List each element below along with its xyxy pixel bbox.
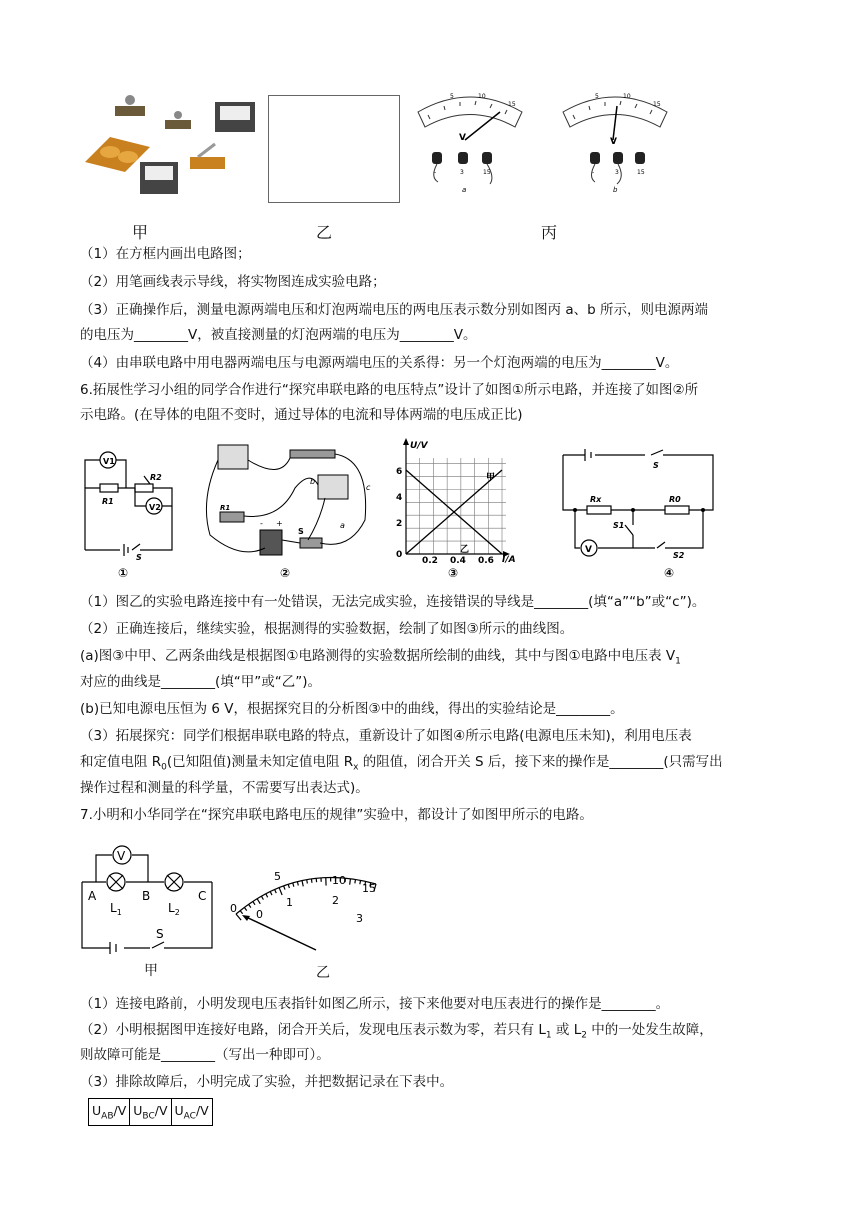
q6-a-sub: 1 <box>675 656 681 667</box>
meter-b-caption: b <box>613 186 618 194</box>
q5-line-3: （3）正确操作后，测量电源两端电压和灯泡两端电压的两电压表示数分别如图丙 a、b 所示，则电源两端 <box>80 302 709 318</box>
meter-b-tick: 15 <box>653 101 661 108</box>
fig6-label-1: ① <box>118 566 129 580</box>
c1-s: S <box>136 553 142 560</box>
meter-tick-mark <box>360 880 361 884</box>
m7-top-15: 15 <box>362 882 376 895</box>
c7-a: A <box>88 889 97 903</box>
q6-sub-3-1: （3）拓展探究：同学们根据串联电路的特点，重新设计了如图④所示电路(电源电压未知)，利用电压表 <box>80 728 692 744</box>
meter-b-tick: 10 <box>623 93 631 100</box>
fig6-label-3: ③ <box>448 566 459 580</box>
fig7-circuit-jia <box>80 840 220 958</box>
graph-origin: 0 <box>396 550 403 560</box>
meter-b-terminal: 15 <box>637 169 645 176</box>
meter-a-symbol: V <box>459 133 466 143</box>
meter-tick-mark <box>293 883 294 887</box>
c2-wire-b: b <box>310 477 316 486</box>
c4-s2: S2 <box>673 551 685 560</box>
meter-tick-mark <box>284 886 285 890</box>
meter-b-terminal: - <box>592 169 595 176</box>
meter-tick-mark <box>307 880 308 884</box>
table-header-cell: $U_{AC}/V$ <box>171 1099 212 1126</box>
c4-r0: R0 <box>669 495 681 504</box>
q6-intro-1: 6.拓展性学习小组的同学合作进行“探究串联电路的电压特点”设计了如图①所示电路，并连接了如图②所 <box>80 382 699 398</box>
c1-r1: R1 <box>102 497 114 506</box>
meter-a-terminal: 15 <box>483 169 491 176</box>
meter-tick-mark <box>275 889 277 893</box>
meter-b-symbol: V <box>610 137 617 147</box>
q5-line-2: （2）用笔画线表示导线，将实物图连成实验电路； <box>80 274 386 290</box>
q7-2-sub-2: 2 <box>581 1030 587 1041</box>
q7-2-part-b: 或 L <box>551 1022 582 1038</box>
c2-s: S <box>298 527 304 536</box>
q6-sub-a-1 <box>80 646 681 672</box>
m7-bot-3: 3 <box>356 912 363 925</box>
q7-sub-2 <box>80 1020 713 1046</box>
q7-2-part-c: 中的一处发生故障， <box>586 1022 713 1038</box>
meter-a-tick: 5 <box>450 93 454 100</box>
graph-ylabel: U/V <box>410 441 428 451</box>
c1-r2: R2 <box>150 473 162 482</box>
fig7-label-yi: 乙 <box>316 965 330 981</box>
fig7-label-jia: 甲 <box>144 963 158 979</box>
meter-b-terminal: 3 <box>615 169 619 176</box>
q6-sub-2: （2）正确连接后，继续实验，根据测得的实验数据，绘制了如图③所示的曲线图。 <box>80 621 574 637</box>
q6-3-sub-r0: 0 <box>161 762 167 773</box>
meter-tick-mark <box>311 879 312 883</box>
fig5-voltmeter-b <box>555 82 675 197</box>
m7-top-10: 10 <box>332 874 346 887</box>
c4-rx: Rx <box>590 495 602 504</box>
meter-tick-mark <box>270 892 272 896</box>
table-header-cell: $U_{BC}/V$ <box>130 1099 171 1126</box>
meter-tick-mark <box>261 896 263 899</box>
meter-a-caption: a <box>462 186 467 194</box>
meter-a-needle <box>465 112 500 140</box>
c2-r1: R1 <box>220 504 231 512</box>
q5-line-1: （1）在方框内画出电路图； <box>80 246 251 262</box>
meter-a-terminal: 3 <box>460 169 464 176</box>
meter-tick-mark <box>253 901 255 904</box>
q6-3-part-c: 的阻值，闭合开关 S 后，接下来的操作是________(只需写出 <box>358 754 723 770</box>
m7-bot-2: 2 <box>332 894 339 907</box>
meter-tick-mark <box>240 911 242 914</box>
q7-sub-3: （3）排除故障后，小明完成了实验，并把数据记录在下表中。 <box>80 1074 454 1090</box>
c2-term-plus: + <box>276 519 283 528</box>
m7-bot-0: 0 <box>256 908 263 921</box>
graph-curve-jia: 甲 <box>486 473 496 483</box>
meter-tick-mark <box>302 881 303 887</box>
graph-xtick: 0.6 <box>478 556 494 566</box>
meter-tick-mark <box>350 879 351 885</box>
meter-b-needle <box>613 106 617 140</box>
fig5-blank-box <box>268 95 400 203</box>
q6-sub-3-2 <box>80 752 723 778</box>
c4-s1: S1 <box>613 521 625 530</box>
graph-xlabel: I/A <box>502 555 516 565</box>
fig5-label-bing: 丙 <box>541 223 558 242</box>
graph-ytick: 6 <box>396 467 403 477</box>
table-header-cell: $U_{AB}/V$ <box>89 1099 130 1126</box>
c1-v2: V2 <box>149 503 161 512</box>
c2-wire-c: c <box>366 483 371 492</box>
fig6-graph-3 <box>388 436 518 566</box>
m7-bot-1: 1 <box>286 896 293 909</box>
q5-line-5: （4）由串联电路中用电器两端电压与电源两端电压的关系得：另一个灯泡两端的电压为________V。 <box>80 355 679 371</box>
c7-l2: $L_2$ <box>168 901 180 917</box>
m7-top-0: 0 <box>230 902 237 915</box>
meter-a-tick: 10 <box>478 93 486 100</box>
meter-tick-mark <box>288 884 289 888</box>
fig6-circuit-4 <box>555 440 720 560</box>
meter-needle <box>244 916 316 950</box>
c4-v: V <box>585 545 592 555</box>
c4-s: S <box>653 461 659 470</box>
q7-data-table <box>88 1098 213 1126</box>
m7-top-5: 5 <box>274 870 281 883</box>
c1-v1: V1 <box>103 457 115 466</box>
graph-xtick: 0.2 <box>422 556 438 566</box>
c7-c: C <box>198 889 207 903</box>
graph-ytick: 4 <box>396 493 403 503</box>
q5-line-4: 的电压为________V，被直接测量的灯泡两端的电压为________V。 <box>80 327 477 343</box>
fig5-apparatus-photo <box>80 92 265 202</box>
meter-tick-mark <box>249 904 251 907</box>
q6-a-text: (a)图③中甲、乙两条曲线是根据图①电路测得的实验数据所绘制的曲线，其中与图①电路中电压表 V <box>80 648 676 664</box>
c2-wire-a: a <box>340 521 345 530</box>
q7-2-sub-1: 1 <box>545 1030 552 1041</box>
q6-3-part-b: (已知阻值)测量未知定值电阻 R <box>166 754 354 770</box>
meter-a-terminal: - <box>434 169 437 176</box>
q6-sub-a-2: 对应的曲线是________(填“甲”或“乙”)。 <box>80 674 322 690</box>
meter-a-tick: 15 <box>508 101 516 108</box>
c7-l1: $L_1$ <box>110 901 122 917</box>
c7-s: S <box>156 927 164 941</box>
meter-tick-mark <box>244 907 246 910</box>
meter-tick-mark <box>257 899 260 904</box>
meter-b-tick: 5 <box>595 93 599 100</box>
graph-ytick: 2 <box>396 519 403 529</box>
fig5-label-jia: 甲 <box>132 223 149 242</box>
fig6-circuit-2 <box>200 440 378 565</box>
fig6-label-4: ④ <box>664 566 675 580</box>
c7-b: B <box>142 889 151 903</box>
q6-3-sub-rx: x <box>353 762 359 773</box>
table-header-row <box>89 1099 213 1126</box>
q7-sub-2-line-2: 则故障可能是________（写出一种即可）。 <box>80 1047 330 1063</box>
q7-intro: 7.小明和小华同学在“探究串联电路电压的规律”实验中，都设计了如图甲所示的电路。 <box>80 807 593 823</box>
meter-tick-mark <box>297 882 298 886</box>
fig5-voltmeter-a <box>410 82 530 197</box>
graph-xtick: 0.4 <box>450 556 466 566</box>
fig7-meter-yi <box>228 862 378 962</box>
q7-2-part-a: （2）小明根据图甲连接好电路，闭合开关后，发现电压表示数为零，若只有 L <box>80 1022 546 1038</box>
q6-intro-2: 示电路。(在导体的电阻不变时，通过导体的电流和导体两端的电压成正比) <box>80 407 523 423</box>
q7-sub-1: （1）连接电路前，小明发现电压表指针如图乙所示，接下来他要对电压表进行的操作是________。 <box>80 996 670 1012</box>
q6-sub-b: (b)已知电源电压恒为 6 V，根据探究目的分析图③中的曲线，得出的实验结论是________。 <box>80 701 624 717</box>
fig6-circuit-1 <box>80 440 180 560</box>
fig5-label-yi: 乙 <box>316 223 333 242</box>
meter-tick-mark <box>355 879 356 883</box>
c2-term-minus: - <box>260 519 263 528</box>
q6-sub-3-3: 操作过程和测量的科学量，不需要写出表达式)。 <box>80 780 369 796</box>
c7-v: V <box>117 849 126 863</box>
q6-3-part-a: 和定值电阻 R <box>80 754 162 770</box>
q6-sub-1: （1）图乙的实验电路连接中有一处错误，无法完成实验，连接错误的导线是________(填“a”“b”或“c”)。 <box>80 594 706 610</box>
meter-tick-mark <box>266 894 268 898</box>
meter-tick-mark <box>279 888 282 895</box>
graph-curve-yi: 乙 <box>460 545 470 555</box>
fig6-label-2: ② <box>280 566 291 580</box>
